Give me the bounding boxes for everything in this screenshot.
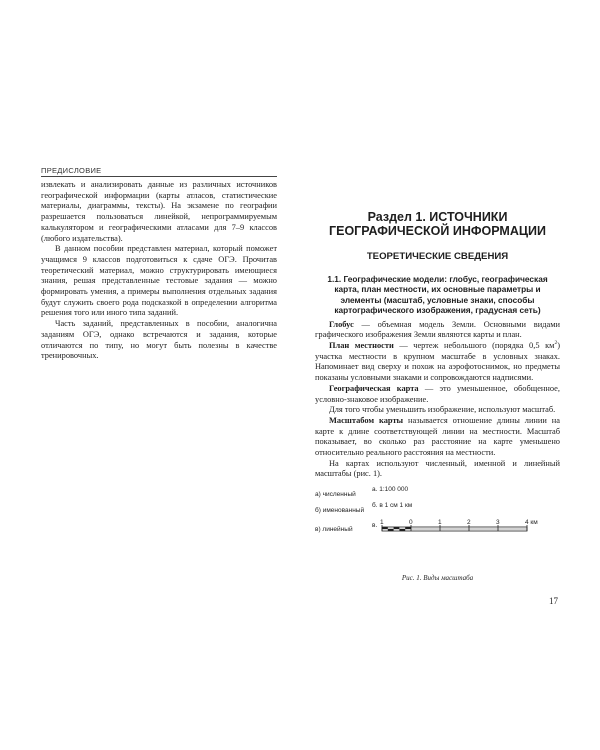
section-content (315, 210, 560, 480)
named-scale-value: б. в 1 см 1 км (372, 502, 413, 509)
paragraph-scale-types: На картах используют численный, именной и линейный масштабы (рис. 1). (315, 458, 560, 479)
scale-subdivision (405, 527, 411, 529)
topic-title: 1.1. Географические модели: глобус, географическая карта, план местности, их основные параметры и элементы (масштаб, условные знаки, способы картографического изображения, градусная сеть) (327, 274, 548, 316)
page-number: 17 (549, 596, 558, 606)
scale-tick-label: 2 (467, 519, 471, 526)
scale-tick-label: 1 (380, 519, 384, 526)
term-map: Географическая карта (329, 383, 419, 393)
preface-paragraph-2: В данном пособии представлен материал, который поможет учащимся 9 классов подготовиться к сдаче ОГЭ. Прочитав теоретический материал, можно структурировать имеющиеся знания, решая представленные тестовые задания — можно формировать умения, а примеры выполнения отдельных задания будут служить своего рода подсказкой в определении алгоритма решения того или иного типа заданий. (41, 244, 277, 318)
paragraph-plan: План местности — чертеж небольшого (порядка 0,5 $км^2$) участка местности в крупном масштабе в условных знаках. Напоминает вид сверху и похож на аэрофотоснимок, но предметы показаны условными знаками и сопровождаются надписями. (315, 340, 560, 383)
paragraph-globe: Глобус — объемная модель Земли. Основными видами графического изображения Земли являются карты и план. (315, 319, 560, 340)
preface-text (41, 180, 277, 362)
numeric-scale-value: а. 1:100 000 (372, 486, 409, 493)
running-header: ПРЕДИСЛОВИЕ (41, 166, 102, 175)
preface-paragraph-1: извлекать и анализировать данные из различных источников географической информации (карты атласов, статистические материалы, диаграммы, тексты). На экзамене по географии разрешается пользоваться линейкой, непрограммируемым калькулятором и географическими атласами для 7–9 классов (любого издательства). (41, 180, 277, 243)
scale-tick-label: 3 (496, 519, 500, 526)
figure-caption: Рис. 1. Виды масштаба (401, 574, 474, 582)
preface-paragraph-3: Часть заданий, представленных в пособии, аналогична заданиям ОГЭ, однако встречаются и задания, которые отличаются по типу, но могут быть полезны в качестве тренировочных. (41, 319, 277, 361)
body-text (315, 320, 560, 481)
numeric-scale-label: а) численный (315, 491, 356, 498)
term-scale: Масштабом карты (329, 415, 404, 425)
scale-tick-label: 1 (438, 519, 442, 526)
scale-subdivision (394, 527, 400, 529)
paragraph-scale-use: Для того чтобы уменьшить изображение, используют масштаб. (329, 405, 556, 415)
scale-subdivision (388, 529, 394, 531)
linear-scale-marker: в. (372, 522, 378, 529)
scale-subdivision (399, 529, 405, 531)
named-scale-label: б) именованный (315, 507, 365, 514)
scale-tick-label: 0 (409, 519, 413, 526)
paragraph-map: Географическая карта — это уменьшенное, обобщенное, условно-знаковое изображение. (315, 383, 560, 404)
linear-scale-bar (380, 518, 560, 540)
term-plan: План местности (329, 341, 394, 351)
subsection-title: ТЕОРЕТИЧЕСКИЕ СВЕДЕНИЯ (366, 251, 509, 262)
paragraph-scale-def: Масштабом карты называется отношение длины линии на карте к длине соответствующей линии на местности. Масштаб показывает, во сколько раз расстояние на карте уменьшено относительно реального расстояния на местности. (315, 415, 560, 458)
section-title: Раздел 1. ИСТОЧНИКИ ГЕОГРАФИЧЕСКОЙ ИНФОРМАЦИИ (329, 210, 546, 238)
linear-scale-label: в) линейный (315, 526, 353, 533)
header-divider (41, 176, 277, 177)
scale-subdivision (382, 527, 388, 529)
term-globe: Глобус (329, 319, 354, 329)
scale-tick-label: 4 км (525, 519, 538, 526)
scale-figure (315, 486, 565, 558)
